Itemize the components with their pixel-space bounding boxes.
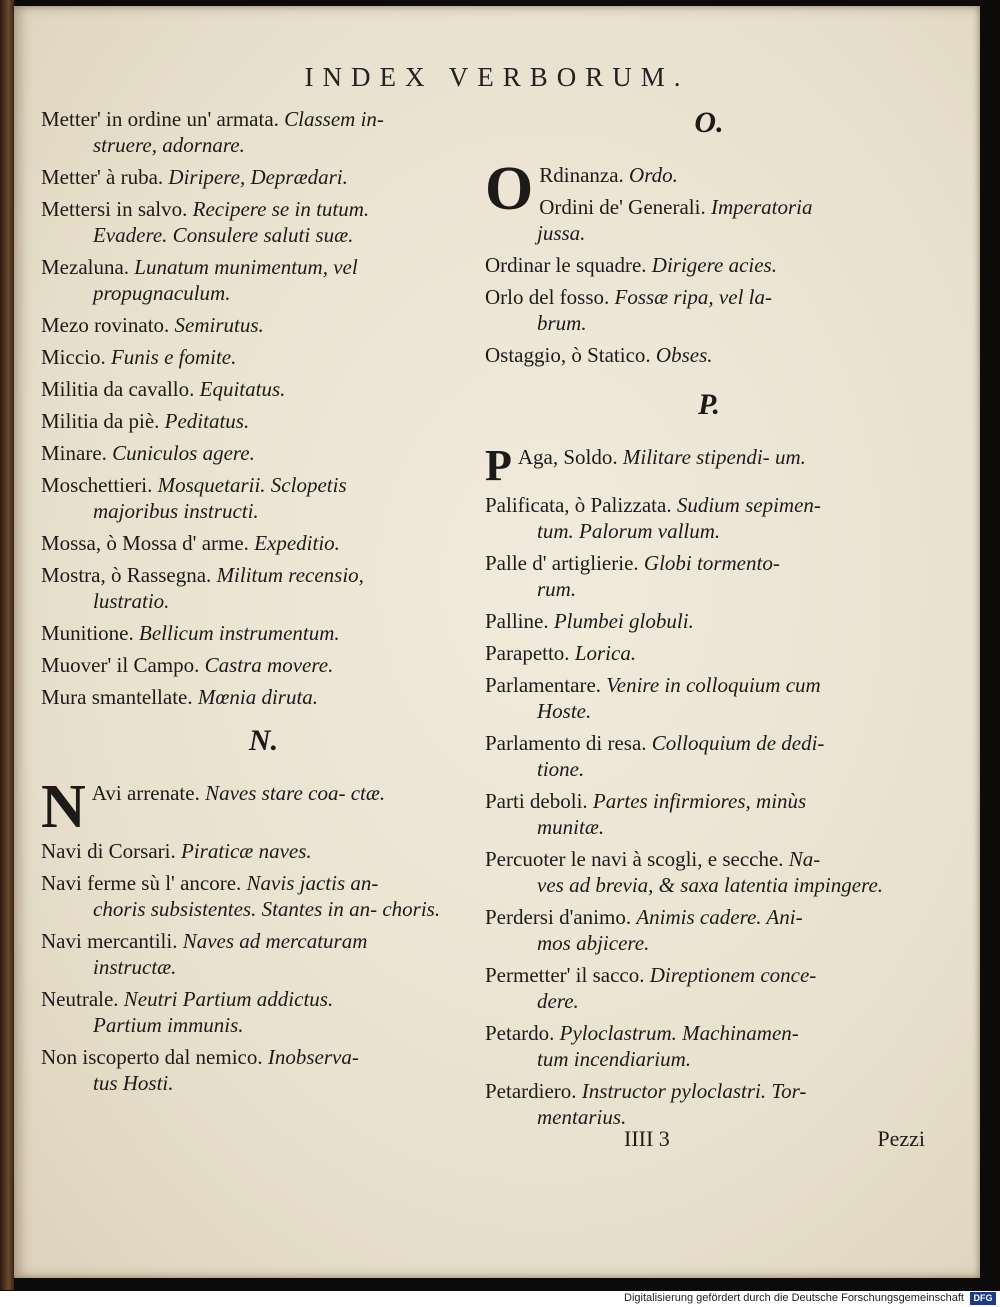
entry-term: Mettersi in salvo. xyxy=(41,197,188,221)
entry-latin: Dirigere acies. xyxy=(651,253,777,277)
entry-latin: Castra movere. xyxy=(204,653,334,677)
entry-continuation: dere. xyxy=(537,989,579,1013)
book-page xyxy=(14,6,980,1278)
index-entry xyxy=(41,620,486,646)
entry-latin: Semirutus. xyxy=(174,313,264,337)
entry-term: Perdersi d'animo. xyxy=(485,905,632,929)
index-entry xyxy=(485,492,933,544)
entry-term: Parapetto. xyxy=(485,641,570,665)
entry-term: Palline. xyxy=(485,609,549,633)
entry-latin: Diripere, Deprædari. xyxy=(168,165,348,189)
entry-term: Ordinar le squadre. xyxy=(485,253,647,277)
entry-term: Palle d' artiglierie. xyxy=(485,551,639,575)
entry-latin: Piraticæ naves. xyxy=(180,839,312,863)
entry-latin: Partes infirmiores, minùs xyxy=(592,789,807,813)
index-entry xyxy=(485,788,933,840)
entry-term: Parti deboli. xyxy=(485,789,588,813)
index-entry xyxy=(485,194,933,246)
index-entry xyxy=(485,1020,933,1072)
index-entry xyxy=(485,640,933,666)
entry-continuation: brum. xyxy=(537,311,587,335)
n-entries xyxy=(41,838,486,1096)
entry-term: Moschettieri. xyxy=(41,473,153,497)
entry-term: Petardiero. xyxy=(485,1079,577,1103)
index-entry xyxy=(485,252,933,278)
dropcap-o: O xyxy=(485,155,534,223)
entry-latin: Imperatoria xyxy=(710,195,813,219)
entry-term: Orlo del fosso. xyxy=(485,285,610,309)
entry-continuation: mentarius. xyxy=(537,1105,627,1129)
entry-term: Palificata, ò Palizzata. xyxy=(485,493,672,517)
book-spine-edge xyxy=(0,0,14,1290)
index-entry xyxy=(41,684,486,710)
entry-latin: Militum recensio, xyxy=(216,563,364,587)
entry-continuation: tus Hosti. xyxy=(93,1071,174,1095)
entry-latin: Venire in colloquium cum xyxy=(606,673,821,697)
index-entry xyxy=(41,440,486,466)
index-entry xyxy=(485,342,933,368)
entry-term: Navi mercantili. xyxy=(41,929,178,953)
index-entry xyxy=(41,1044,486,1096)
entry-latin: Na- xyxy=(788,847,821,871)
entry-term: Mossa, ò Mossa d' arme. xyxy=(41,531,249,555)
index-entry xyxy=(41,376,486,402)
entry-latin: Ordo. xyxy=(629,163,678,187)
dropcap-p: P xyxy=(485,441,512,490)
index-entry xyxy=(41,196,486,248)
entry-term: Miccio. xyxy=(41,345,106,369)
entry-term: Navi di Corsari. xyxy=(41,839,176,863)
entry-continuation: jussa. xyxy=(537,221,586,245)
entry-latin: Classem in- xyxy=(284,107,384,131)
entry-term: Mura smantellate. xyxy=(41,685,193,709)
entry-term: Ostaggio, ò Statico. xyxy=(485,343,651,367)
index-entry xyxy=(485,730,933,782)
index-entry xyxy=(41,986,486,1038)
entry-term: Navi ferme sù l' ancore. xyxy=(41,871,242,895)
o-entries xyxy=(485,194,933,368)
section-p-first-entry xyxy=(485,441,933,490)
entry-latin: Instructor pyloclastri. Tor- xyxy=(581,1079,807,1103)
index-entry xyxy=(485,284,933,336)
entry-continuation: um. xyxy=(774,445,806,469)
index-entry xyxy=(41,652,486,678)
entry-continuation: struere, adornare. xyxy=(93,133,245,157)
section-heading-n: N. xyxy=(248,724,279,757)
entry-term: Mostra, ò Rassegna. xyxy=(41,563,212,587)
index-entry xyxy=(41,870,486,922)
entry-latin: Lorica. xyxy=(574,641,637,665)
dropcap-n: N xyxy=(41,773,86,841)
index-entry xyxy=(485,608,933,634)
entry-continuation: tum incendiarium. xyxy=(537,1047,691,1071)
entry-latin: Recipere se in tutum. xyxy=(192,197,370,221)
entry-latin: Funis e fomite. xyxy=(110,345,237,369)
index-entry xyxy=(485,550,933,602)
entry-continuation: mos abjicere. xyxy=(537,931,650,955)
digitization-credit-bar xyxy=(0,1291,1000,1307)
index-entry xyxy=(41,106,486,158)
entry-latin: Navis jactis an- xyxy=(246,871,379,895)
entry-term: Mezo rovinato. xyxy=(41,313,170,337)
entry-term: Minare. xyxy=(41,441,107,465)
index-entry xyxy=(41,530,486,556)
entry-continuation: lustratio. xyxy=(93,589,170,613)
index-entry xyxy=(485,672,933,724)
entry-term: Parlamento di resa. xyxy=(485,731,647,755)
entry-latin: Fossæ ripa, vel la- xyxy=(614,285,772,309)
p-entries xyxy=(485,492,933,1130)
entry-continuation: Evadere. Consulere saluti suæ. xyxy=(93,223,354,247)
credit-text: Digitalisierung gefördert durch die Deutsche Forschungsgemeinschaft xyxy=(624,1292,964,1304)
index-entry xyxy=(485,846,933,898)
index-entry xyxy=(41,562,486,614)
entry-term: Neutrale. xyxy=(41,987,119,1011)
entry-continuation: munitæ. xyxy=(537,815,605,839)
entry-term: Non iscoperto dal nemico. xyxy=(41,1045,263,1069)
left-column xyxy=(41,106,486,1102)
catchword: Pezzi xyxy=(877,1126,925,1151)
entry-term: Aga, Soldo. xyxy=(517,445,618,469)
entry-latin: Mœnia diruta. xyxy=(197,685,319,709)
entry-latin: Naves ad mercaturam xyxy=(182,929,368,953)
entry-term: Metter' in ordine un' armata. xyxy=(41,107,279,131)
entry-continuation: propugnaculum. xyxy=(93,281,231,305)
entry-continuation: Partium immunis. xyxy=(93,1013,244,1037)
dfg-logo: DFG xyxy=(970,1292,996,1305)
signature-mark: IIII 3 xyxy=(624,1126,670,1151)
entry-latin: Animis cadere. Ani- xyxy=(636,905,803,929)
section-heading-p: P. xyxy=(698,388,720,421)
entry-continuation: tum. Palorum vallum. xyxy=(537,519,721,543)
entry-latin: Globi tormento- xyxy=(643,551,780,575)
entry-term: Avi arrenate. xyxy=(91,781,200,805)
entry-continuation: ves ad brevia, & saxa latentia impingere. xyxy=(537,873,884,897)
entry-term: Militia da piè. xyxy=(41,409,160,433)
entry-latin: Neutri Partium addictus. xyxy=(123,987,334,1011)
index-entry xyxy=(41,472,486,524)
index-entry xyxy=(41,164,486,190)
entry-latin: Cuniculos agere. xyxy=(112,441,255,465)
entry-latin: Expeditio. xyxy=(254,531,340,555)
index-entry xyxy=(485,1078,933,1130)
entry-continuation: instructæ. xyxy=(93,955,177,979)
index-entry xyxy=(41,254,486,306)
index-entry xyxy=(485,904,933,956)
entry-latin: Pyloclastrum. Machinamen- xyxy=(559,1021,799,1045)
index-entry xyxy=(41,344,486,370)
entry-latin: Lunatum munimentum, vel xyxy=(134,255,358,279)
page-header: INDEX VERBORUM. xyxy=(304,62,690,92)
index-entry xyxy=(485,962,933,1014)
entry-latin: Obses. xyxy=(655,343,713,367)
entry-continuation: choris subsistentes. Stantes in an- choris. xyxy=(93,897,441,921)
entry-continuation: rum. xyxy=(537,577,577,601)
entry-continuation: majoribus instructi. xyxy=(93,499,259,523)
entry-term: Rdinanza. xyxy=(539,163,624,187)
entry-continuation: ctæ. xyxy=(350,781,386,805)
entry-latin: Peditatus. xyxy=(164,409,250,433)
entry-term: Permetter' il sacco. xyxy=(485,963,645,987)
index-entry xyxy=(41,312,486,338)
entry-term: Munitione. xyxy=(41,621,134,645)
index-entry xyxy=(41,838,486,864)
entry-latin: Inobserva- xyxy=(267,1045,359,1069)
entry-latin: Bellicum instrumentum. xyxy=(139,621,340,645)
entry-latin: Direptionem conce- xyxy=(649,963,817,987)
entry-term: Metter' à ruba. xyxy=(41,165,164,189)
entry-latin: Naves stare coa- xyxy=(205,781,346,805)
entry-term: Parlamentare. xyxy=(485,673,602,697)
m-entries xyxy=(41,106,486,710)
index-entry xyxy=(41,928,486,980)
entry-term: Ordini de' Generali. xyxy=(539,195,706,219)
index-entry xyxy=(41,408,486,434)
entry-latin: Sudium sepimen- xyxy=(676,493,821,517)
right-column xyxy=(485,106,933,1136)
entry-continuation: Hoste. xyxy=(537,699,592,723)
section-heading-o: O. xyxy=(694,106,724,139)
entry-continuation: tione. xyxy=(537,757,585,781)
entry-term: Percuoter le navi à scogli, e secche. xyxy=(485,847,784,871)
entry-term: Mezaluna. xyxy=(41,255,130,279)
entry-latin: Mosquetarii. Sclopetis xyxy=(157,473,347,497)
entry-latin: Equitatus. xyxy=(199,377,286,401)
entry-term: Muover' il Campo. xyxy=(41,653,200,677)
entry-term: Petardo. xyxy=(485,1021,555,1045)
section-n-first-entry xyxy=(41,773,486,841)
entry-term: Militia da cavallo. xyxy=(41,377,195,401)
entry-latin: Colloquium de dedi- xyxy=(651,731,825,755)
entry-latin: Plumbei globuli. xyxy=(553,609,694,633)
entry-latin: Militare stipendi- xyxy=(622,445,770,469)
